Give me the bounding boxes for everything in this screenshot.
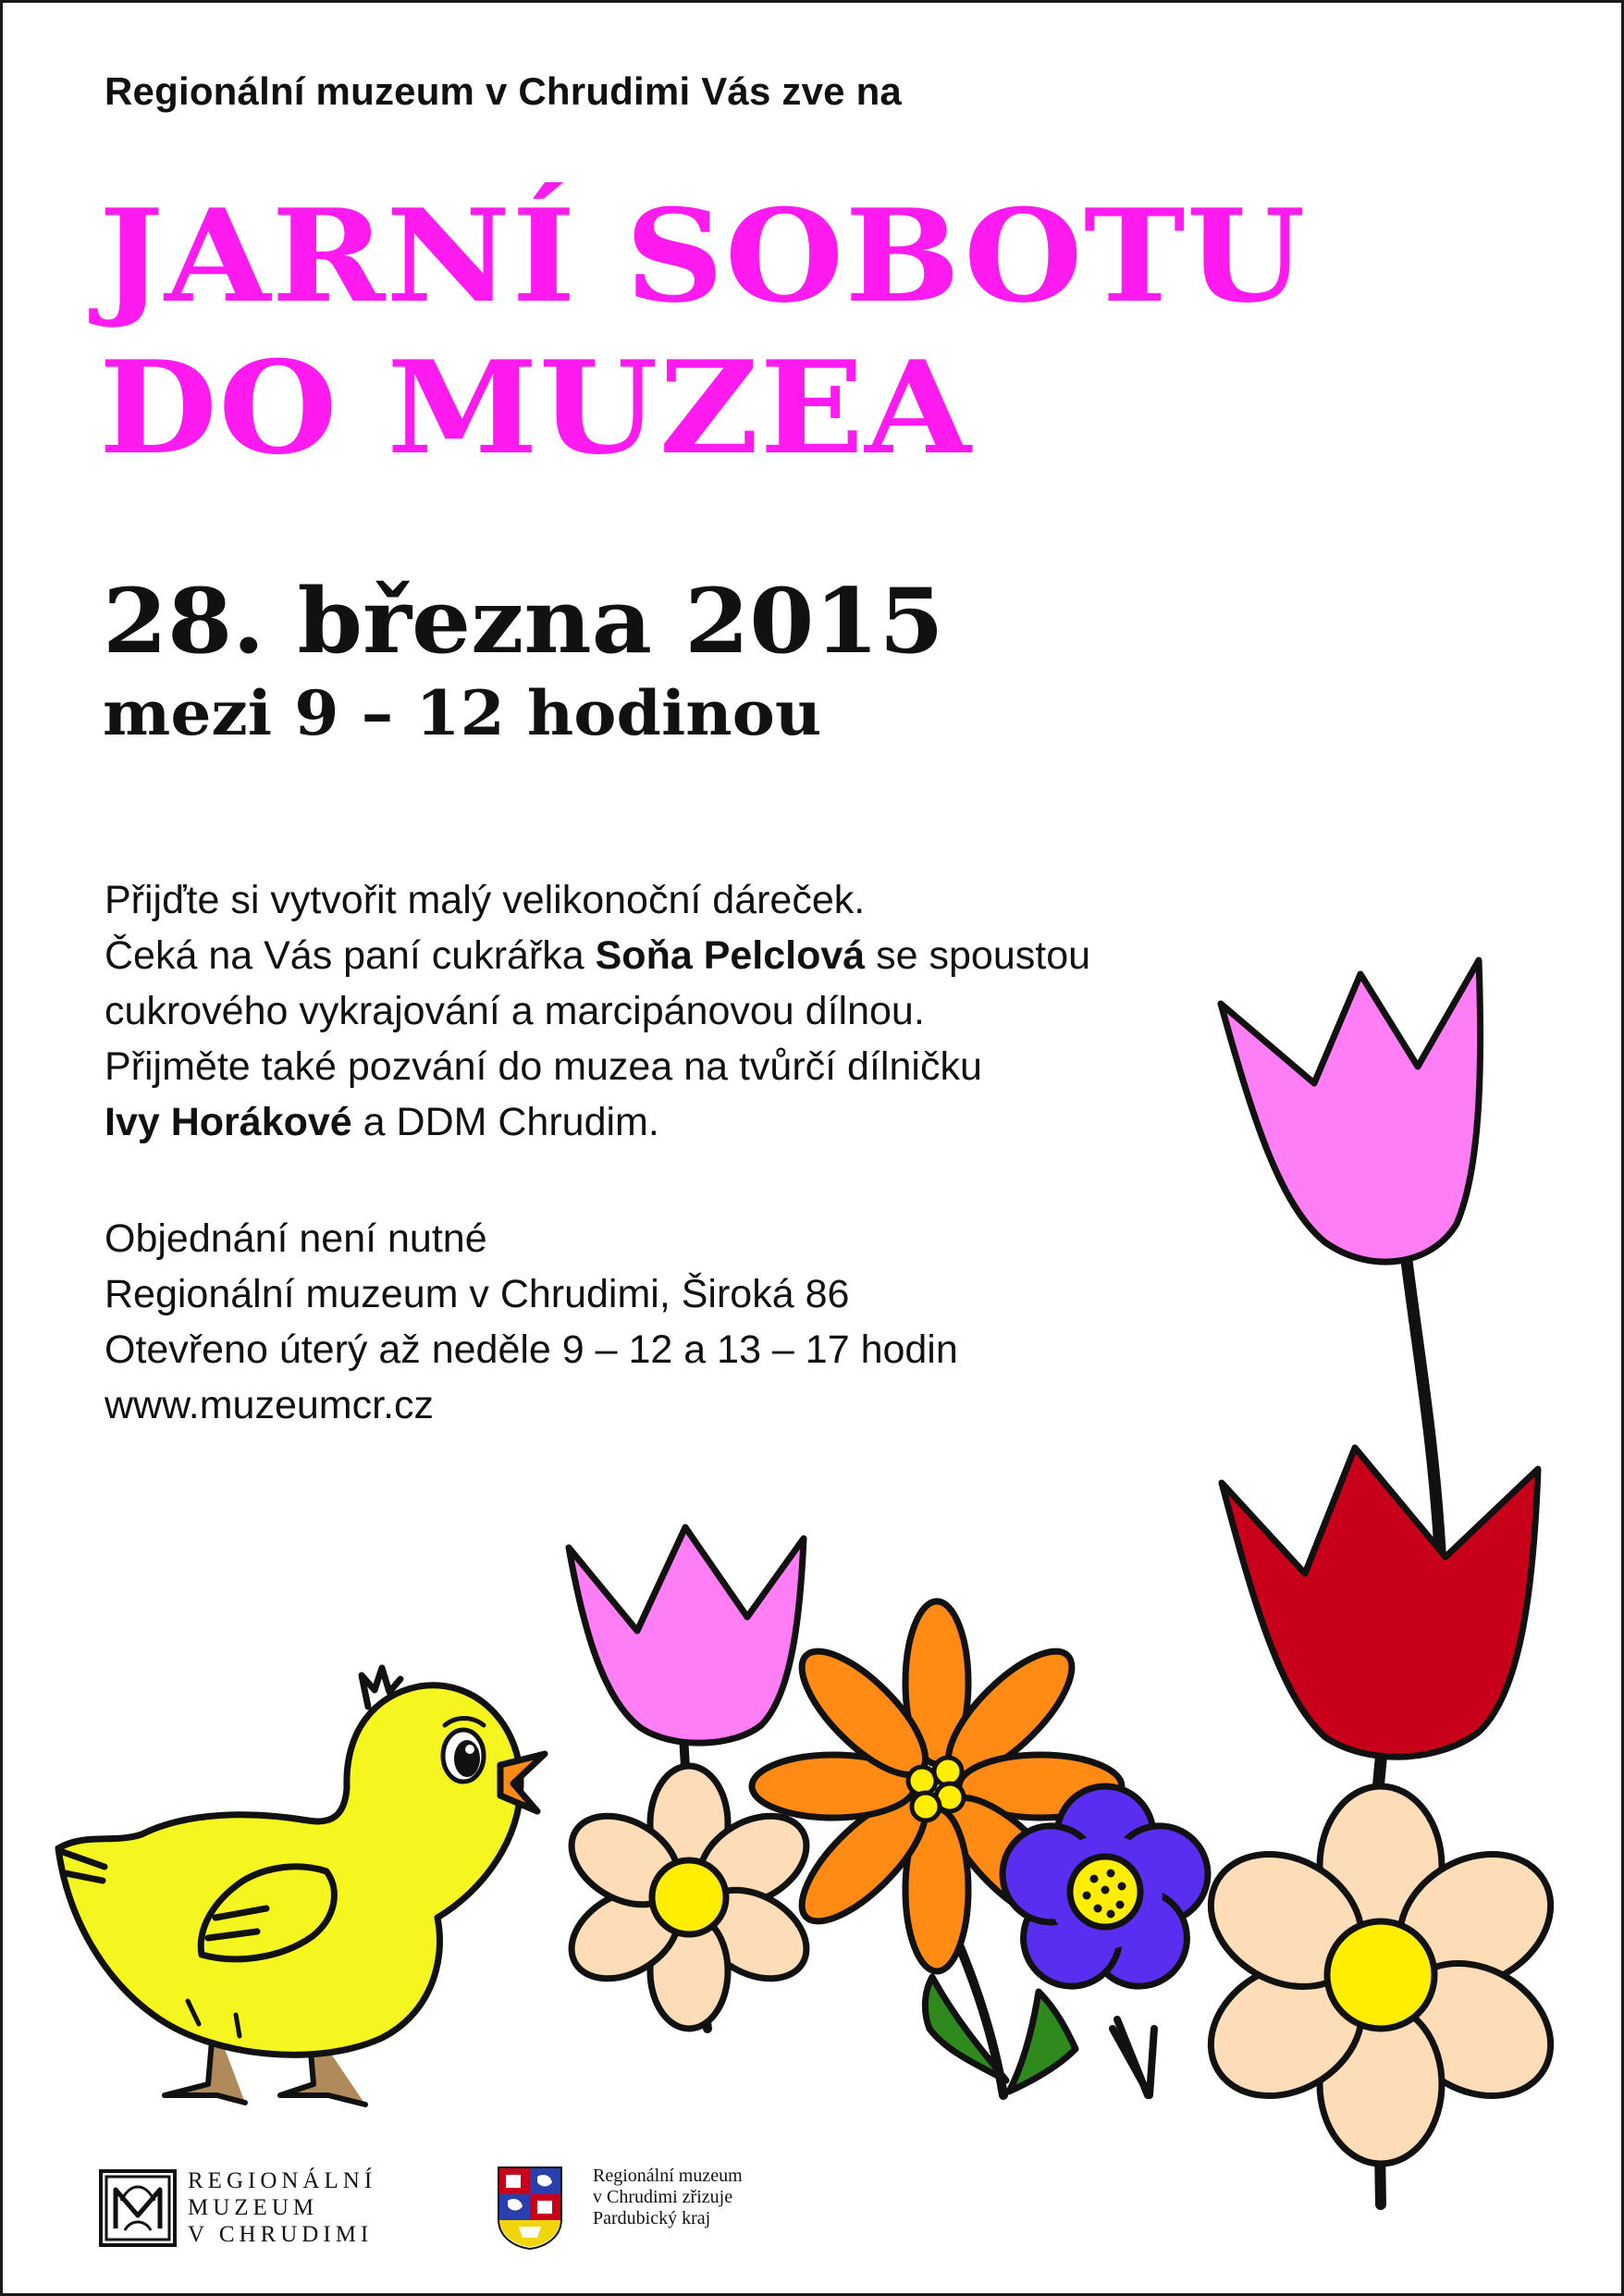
description-text: se spoustou	[865, 933, 1091, 978]
info-line: Objednání není nutné	[105, 1216, 487, 1261]
museum-logo-line: V CHRUDIMI	[188, 2222, 374, 2247]
event-title-line1: JARNÍ SOBOTU	[99, 180, 1307, 331]
workshop-host-name: Ivy Horákové	[105, 1100, 352, 1144]
museum-monogram-icon	[99, 2169, 177, 2247]
region-logo-line: Pardubický kraj	[593, 2208, 711, 2228]
info-opening-hours: Otevřeno úterý až neděle 9 – 12 a 13 – 17 hodin	[105, 1327, 958, 1372]
description-line: cukrového vykrajování a marcipánovou dílnou.	[105, 989, 925, 1033]
event-date: 28. března 2015	[103, 569, 944, 673]
region-logo-line: Regionální muzeum	[593, 2166, 743, 2186]
spring-illustration	[3, 3, 1624, 2296]
museum-monogram-graphic	[103, 2173, 173, 2243]
red-tulip-icon	[1222, 1448, 1538, 1757]
confectioner-name: Soňa Pelclová	[595, 933, 866, 978]
description-text: a DDM Chrudim.	[351, 1100, 659, 1144]
invitation-intro: Regionální muzeum v Chrudimi Vás zve na	[105, 69, 902, 113]
description-line: Přijďte si vytvořit malý velikonoční dáreček.	[105, 878, 866, 922]
description-text: Čeká na Vás paní cukrářka	[105, 933, 596, 978]
region-logo-line: v Chrudimi zřizuje	[593, 2187, 733, 2207]
region-logo-text	[593, 2166, 833, 2229]
chick-icon	[58, 1668, 545, 2105]
museum-logo-text	[188, 2167, 428, 2248]
museum-logo-line: MUZEUM	[188, 2195, 319, 2220]
blue-flower-stem-2	[1113, 2029, 1154, 2095]
left-leaf-icon	[925, 1977, 1006, 2080]
info-address: Regionální muzeum v Chrudimi, Široká 86	[105, 1272, 850, 1316]
tall-tulip-icon	[1221, 960, 1481, 1262]
small-tulip-icon	[569, 1527, 804, 1743]
big-daisy-icon	[1187, 1786, 1574, 2164]
region-coat-of-arms-icon	[497, 2166, 563, 2251]
museum-logo-line: REGIONÁLNÍ	[188, 2168, 377, 2193]
description-line: Přijměte také pozvání do muzea na tvůrčí dílničku	[105, 1044, 982, 1089]
right-leaf-icon	[1009, 1992, 1076, 2092]
info-website-link[interactable]: www.muzeumcr.cz	[105, 1383, 435, 1427]
event-time: mezi 9 – 12 hodinou	[103, 677, 822, 749]
event-title-line2: DO MUZEA	[99, 332, 972, 483]
